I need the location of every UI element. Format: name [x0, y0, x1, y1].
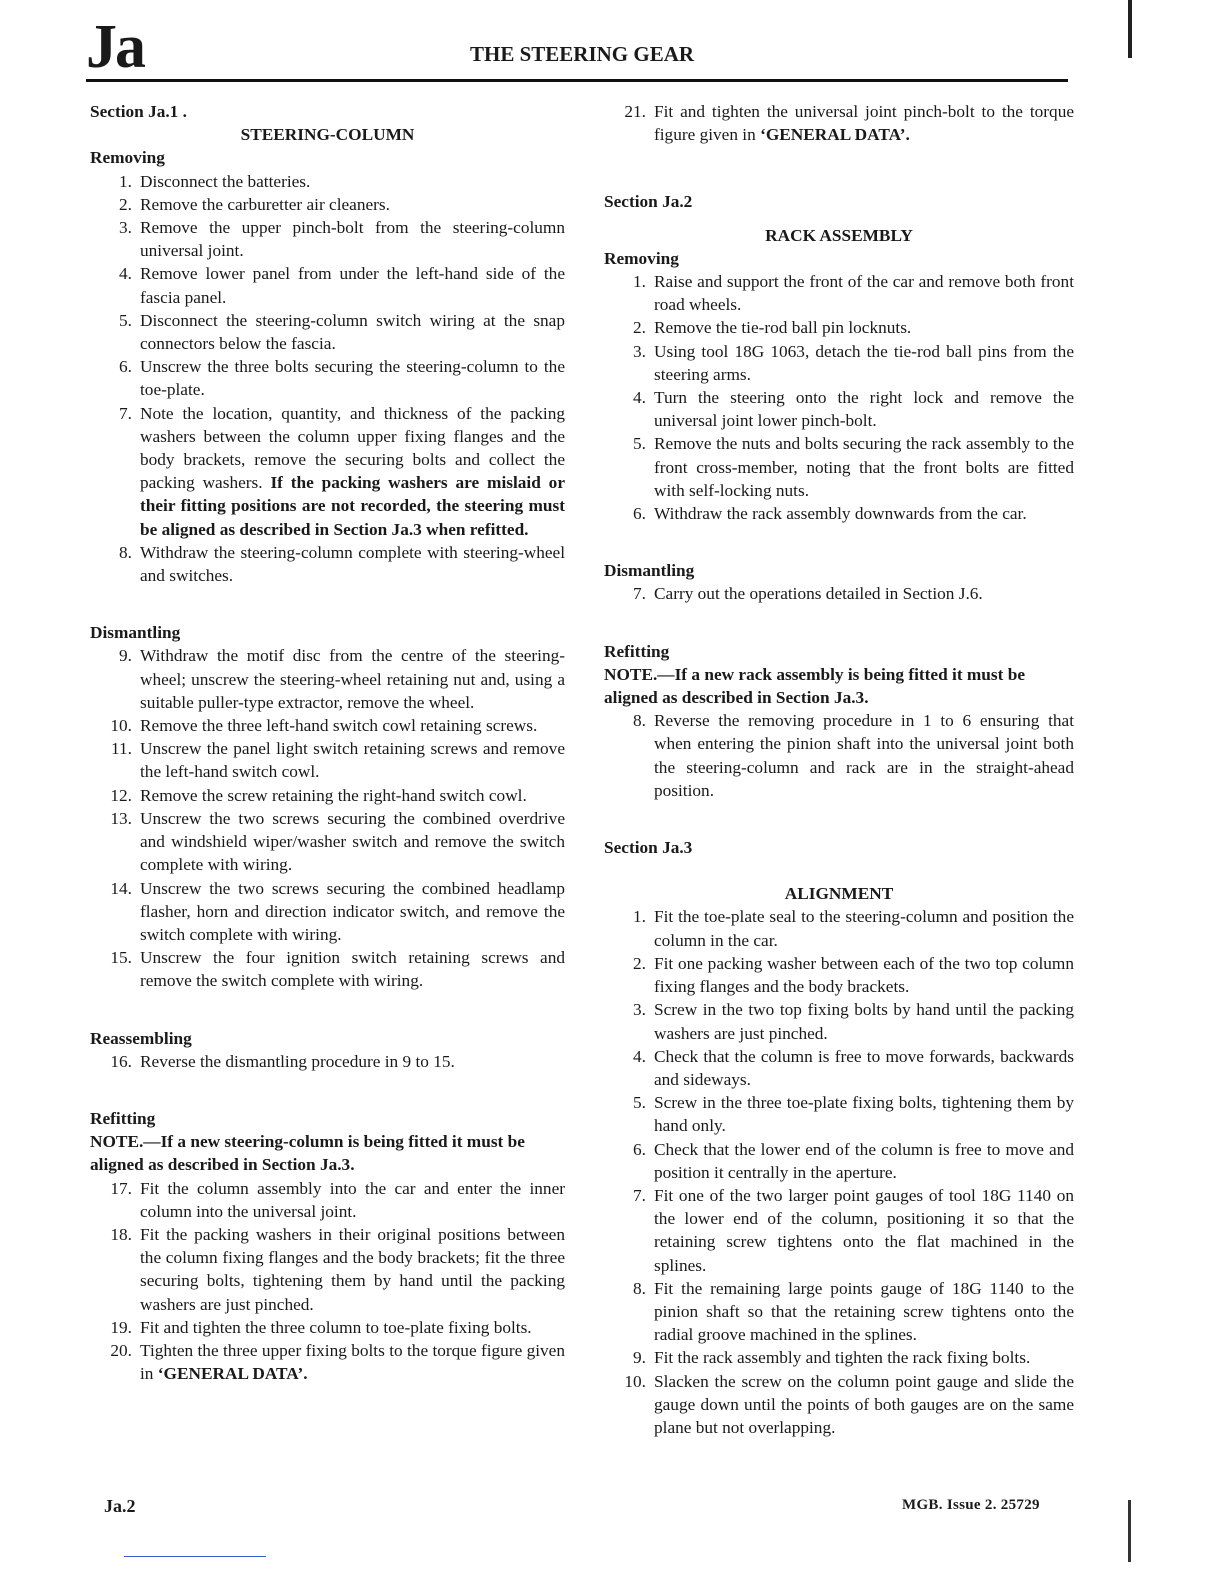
- list-item: 3. Using tool 18G 1063, detach the tie-rod ball pins from the steering arms.: [633, 341, 1074, 384]
- list-item: 3. Remove the upper pinch-bolt from the steering-column universal joint.: [119, 218, 565, 261]
- list-item: 8. Reverse the removing procedure in 1 to 6 ensuring that when entering the pinion shaft into the universal joint both the steering-column and rack are in the straight-ahead position.: [633, 711, 1074, 800]
- list-item: 6. Unscrew the three bolts securing the steering-column to the toe-plate.: [119, 357, 565, 400]
- section-label: Section Ja.2: [604, 192, 693, 212]
- list-item: 5. Remove the nuts and bolts securing the rack assembly to the front cross-member, noting that the front bolts are fitted with self-locking nuts.: [633, 434, 1074, 500]
- list-item: 9. Fit the rack assembly and tighten the rack fixing bolts.: [633, 1348, 1031, 1368]
- header-rule: [86, 79, 1068, 82]
- list-item: 14. Unscrew the two screws securing the combined headlamp flasher, horn and direction indicator switch, and remove the switch complete with wiring.: [110, 878, 565, 944]
- page-title: THE STEERING GEAR: [470, 42, 695, 66]
- section-code: Ja: [86, 13, 144, 81]
- list-item: 10. Slacken the screw on the column point gauge and slide the gauge down until the points of both gauges are on the same plane but not overlapping.: [624, 1371, 1074, 1437]
- warning-text: If the packing washers are mislaid or their fitting positions are not recorded, the steering must be aligned as described in Section Ja.3 when refitted.: [140, 473, 565, 539]
- general-data-ref: ‘GENERAL DATA’.: [157, 1364, 308, 1384]
- list-item: 15. Unscrew the four ignition switch retaining screws and remove the switch complete with wiring.: [110, 948, 565, 991]
- list-item: 8. Withdraw the steering-column complete with steering-wheel and switches.: [119, 542, 565, 586]
- page-number: Ja.2: [104, 1496, 136, 1516]
- dismantling-heading: Dismantling: [604, 561, 695, 581]
- list-item: 12. Remove the screw retaining the right-hand switch cowl.: [110, 785, 527, 805]
- margin-mark: [1128, 0, 1132, 58]
- list-item: 1. Disconnect the batteries.: [119, 171, 311, 191]
- removing-heading: Removing: [90, 148, 165, 168]
- refitting-heading: Refitting: [90, 1108, 156, 1128]
- list-item: 16. Reverse the dismantling procedure in 9 to 15.: [110, 1051, 455, 1071]
- refitting-note: NOTE.—If a new steering-column is being fitted it must be aligned as described in Section Ja.3.: [90, 1132, 525, 1175]
- list-item: 4. Remove lower panel from under the left-hand side of the fascia panel.: [119, 264, 565, 307]
- margin-mark: [1128, 1500, 1131, 1562]
- footer-rule: [124, 1556, 266, 1557]
- list-item: 3. Screw in the two top fixing bolts by hand until the packing washers are just pinched.: [633, 1000, 1074, 1043]
- list-item: 2. Fit one packing washer between each of the two top column fixing flanges and the body brackets.: [633, 953, 1074, 997]
- list-item: 9. Withdraw the motif disc from the centre of the steering-wheel; unscrew the steering-wheel retaining nut and, using a suitable puller-type extractor, remove the wheel.: [119, 646, 565, 712]
- list-item: 18. Fit the packing washers in their original positions between the column fixing flanges and the body brackets; fit the three securing bolts, tightening them by hand until the packing washers are just pinched.: [110, 1224, 565, 1314]
- list-item: 21. Fit and tighten the universal joint pinch-bolt to the torque figure given in ‘GENERAL DATA’.: [624, 102, 1074, 145]
- list-item: 5. Disconnect the steering-column switch wiring at the snap connectors below the fascia.: [119, 310, 565, 354]
- reassembling-heading: Reassembling: [90, 1028, 192, 1048]
- dismantling-heading: Dismantling: [90, 623, 181, 643]
- issue-info: MGB. Issue 2. 25729: [902, 1497, 1040, 1513]
- list-item: 4. Check that the column is free to move forwards, backwards and sideways.: [633, 1046, 1074, 1089]
- section-title: ALIGNMENT: [784, 884, 894, 904]
- list-item: 1. Raise and support the front of the car and remove both front road wheels.: [633, 272, 1074, 315]
- section-title: STEERING-COLUMN: [240, 125, 415, 145]
- list-item: 20. Tighten the three upper fixing bolts to the torque figure given in ‘GENERAL DATA’.: [110, 1340, 565, 1384]
- list-item: 7. Carry out the operations detailed in Section J.6.: [633, 584, 983, 604]
- refitting-note: NOTE.—If a new rack assembly is being fitted it must be aligned as described in Section Ja.3.: [604, 664, 1025, 708]
- general-data-ref: ‘GENERAL DATA’.: [760, 125, 910, 145]
- list-item: 6. Withdraw the rack assembly downwards from the car.: [633, 504, 1027, 524]
- section-label: Section Ja.3: [604, 838, 693, 858]
- removing-heading: Removing: [604, 248, 679, 268]
- section-title: RACK ASSEMBLY: [765, 225, 913, 245]
- list-item: 5. Screw in the three toe-plate fixing bolts, tightening them by hand only.: [633, 1093, 1074, 1136]
- right-column: [604, 100, 1074, 1439]
- list-item: 4. Turn the steering onto the right lock and remove the universal joint lower pinch-bolt.: [633, 388, 1074, 431]
- list-item: 2. Remove the carburetter air cleaners.: [119, 194, 390, 214]
- list-item: 13. Unscrew the two screws securing the combined overdrive and windshield wiper/washer switch and remove the switch complete with wiring.: [110, 808, 565, 875]
- section-label: Section Ja.1 .: [90, 102, 187, 121]
- refitting-heading: Refitting: [604, 641, 670, 661]
- list-item: 10. Remove the three left-hand switch cowl retaining screws.: [110, 716, 538, 736]
- list-item: 2. Remove the tie-rod ball pin locknuts.: [633, 318, 912, 338]
- left-column: [90, 100, 565, 1385]
- list-item: 17. Fit the column assembly into the car and enter the inner column into the universal joint.: [110, 1178, 565, 1221]
- list-item: 1. Fit the toe-plate seal to the steering-column and position the column in the car.: [633, 907, 1074, 950]
- list-item: 7. Fit one of the two larger point gauges of tool 18G 1140 on the lower end of the column, positioning it so that the retaining screw tightens onto the flat machined in the splines.: [633, 1185, 1074, 1275]
- list-item: 8. Fit the remaining large points gauge of 18G 1140 to the pinion shaft so that the retaining screw tightens onto the radial groove machined in the splines.: [633, 1278, 1074, 1345]
- list-item: 19. Fit and tighten the three column to toe-plate fixing bolts.: [110, 1317, 532, 1337]
- list-item: 11. Unscrew the panel light switch retaining screws and remove the left-hand switch cowl.: [111, 739, 565, 782]
- list-item: 6. Check that the lower end of the column is free to move and position it centrally in the aperture.: [633, 1139, 1074, 1182]
- list-item: 7. Note the location, quantity, and thickness of the packing washers between the column upper fixing flanges and the body brackets, remove the securing bolts and collect the packing washers. If the packing washers are mislaid or their fitting positions are not recorded, the steering must be aligned as described in Section Ja.3 when refitted.: [119, 403, 565, 539]
